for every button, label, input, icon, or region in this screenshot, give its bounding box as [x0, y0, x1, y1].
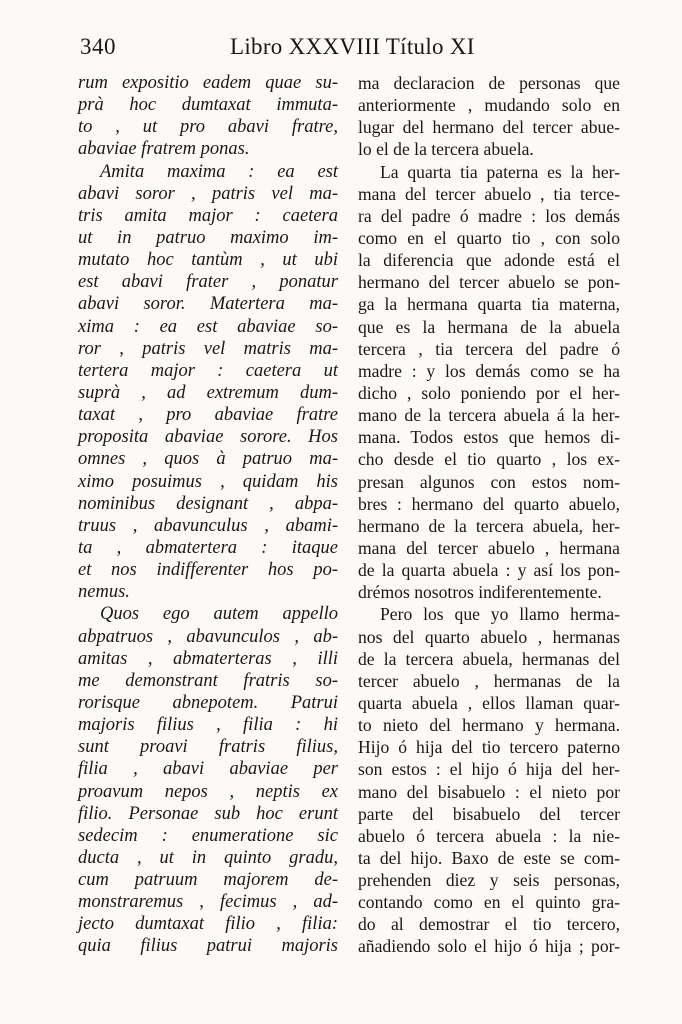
spanish-text-line: lo el de la tercera abuela.: [358, 139, 534, 160]
spanish-text-line: anteriormente , mudando solo en: [358, 95, 620, 116]
latin-text-line: ror , patris vel matris ma-: [78, 338, 338, 359]
latin-text-line: tertera major : caetera ut: [78, 360, 338, 381]
latin-text-line: quia filius patrui majoris: [78, 936, 338, 957]
spanish-text-line: de la quarta abuela : y así los pon-: [358, 560, 620, 581]
spanish-text-column: [358, 72, 620, 958]
spanish-text-line: como en el quarto tio , con solo: [358, 227, 620, 248]
spanish-text-line: mana. Todos estos que hemos di-: [358, 427, 620, 448]
latin-text-line: ta , abmatertera : itaque: [78, 537, 338, 558]
spanish-text-line: son estos : el hijo ó hija del her-: [358, 759, 620, 780]
page-number: 340: [80, 34, 116, 59]
page-header: [80, 34, 622, 66]
latin-text-line: omnes , quos à patruo ma-: [78, 449, 338, 470]
spanish-text-line: ma declaracion de personas que: [358, 73, 620, 93]
spanish-text-line: prehenden diez y seis personas,: [358, 870, 620, 891]
latin-text-line: filio. Personae sub hoc erunt: [78, 803, 338, 824]
latin-text-line: Amita maxima : ea est: [100, 161, 338, 182]
latin-text-line: rum expositio eadem quae su-: [78, 73, 338, 93]
latin-text-line: sunt proavi fratris filius,: [78, 737, 338, 758]
spanish-text-line: abuelo ó tercera abuela : la nie-: [358, 825, 620, 846]
latin-text-line: abavi soror. Matertera ma-: [78, 294, 338, 315]
spanish-text-line: Hijo ó hija del tio tercero paterno: [358, 737, 620, 758]
latin-text-line: xima : ea est abaviae so-: [78, 316, 338, 337]
latin-text-line: abavi soror , patris vel ma-: [78, 183, 338, 204]
spanish-text-line: nos del quarto abuelo , hermanas: [358, 626, 620, 647]
spanish-text-line: mano del bisabuelo : el nieto por: [358, 781, 620, 802]
spanish-text-line: hermano del tercer abuelo se pon-: [358, 272, 620, 293]
latin-text-line: cum patruum majorem de-: [78, 870, 338, 891]
spanish-text-line: to nieto del hermano y hermana.: [358, 715, 620, 736]
spanish-text-line: de la tercera abuela, hermanas del: [358, 648, 620, 669]
latin-text-line: abpatruos , abavunculos , ab-: [78, 626, 338, 647]
latin-text-line: truus , abavunculus , abami-: [78, 515, 338, 536]
latin-text-line: abaviae fratrem ponas.: [78, 139, 250, 160]
latin-text-line: monstraremus , fecimus , ad-: [78, 892, 338, 913]
spanish-text-line: tercer abuelo , hermanas de la: [358, 670, 620, 691]
spanish-text-line: mana del tercer abuelo , tia terce-: [358, 183, 620, 204]
spanish-text-line: ga la hermana quarta tia materna,: [358, 294, 620, 315]
latin-text-line: nemus.: [78, 582, 130, 603]
latin-text-line: et nos indifferenter hos po-: [78, 560, 338, 581]
latin-text-line: amitas , abmaterteras , illi: [78, 648, 338, 669]
spanish-text-line: lugar del hermano del tercer abue-: [358, 117, 620, 138]
latin-text-line: suprà , ad extremum dum-: [78, 382, 338, 403]
spanish-text-line: La quarta tia paterna es la her-: [380, 161, 620, 182]
spanish-text-line: tercera , tia tercera del padre ó: [358, 338, 620, 359]
latin-text-line: taxat , pro abaviae fratre: [78, 405, 338, 426]
latin-text-line: ducta , ut in quinto gradu,: [78, 847, 338, 868]
spanish-text-line: contando como en el quinto gra-: [358, 892, 620, 913]
latin-text-line: tris amita major : caetera: [78, 205, 338, 226]
latin-text-line: ut in patruo maximo im-: [78, 227, 338, 248]
latin-text-line: jecto dumtaxat filio , filia:: [78, 914, 338, 935]
spanish-text-line: quarta abuela , ellos llaman quar-: [358, 692, 620, 713]
spanish-text-line: ta del hijo. Baxo de este se com-: [358, 847, 620, 868]
latin-text-line: proavum nepos , neptis ex: [78, 781, 338, 802]
spanish-text-line: cho desde el tio quarto , los ex-: [358, 449, 620, 470]
spanish-text-line: bres : hermano del quarto abuelo,: [358, 493, 620, 514]
latin-text-line: majoris filius , filia : hi: [78, 715, 338, 736]
latin-text-line: filia , abavi abaviae per: [78, 759, 338, 780]
latin-text-line: sedecim : enumeratione sic: [78, 825, 338, 846]
latin-text-column: [78, 72, 338, 958]
spanish-text-line: presan algunos con estos nom-: [358, 471, 620, 492]
latin-text-line: prà hoc dumtaxat immuta-: [78, 95, 338, 116]
latin-text-line: to , ut pro abavi fratre,: [78, 117, 338, 138]
spanish-text-line: mana del tercer abuelo , hermana: [358, 537, 620, 558]
latin-text-line: Quos ego autem appello: [100, 604, 338, 625]
running-head: Libro XXXVIII Título XI: [230, 34, 475, 59]
latin-text-line: mutato hoc tantùm , ut ubi: [78, 250, 338, 271]
latin-text-line: est abavi frater , ponatur: [78, 272, 338, 293]
spanish-text-line: hermano de la tercera abuela, her-: [358, 515, 620, 536]
spanish-text-line: añadiendo solo el hijo ó hija ; por-: [358, 936, 620, 957]
spanish-text-line: parte del bisabuelo del tercer: [358, 803, 620, 824]
spanish-text-line: ra del padre ó madre : los demás: [358, 205, 620, 226]
latin-text-line: nominibus designant , abpa-: [78, 493, 338, 514]
spanish-text-line: la diferencia que adonde está el: [358, 250, 620, 271]
spanish-text-line: Pero los que yo llamo herma-: [380, 604, 620, 625]
spanish-text-line: mano de la tercera abuela á la her-: [358, 405, 620, 426]
latin-text-line: rorisque abnepotem. Patrui: [78, 692, 338, 713]
spanish-text-line: dicho , solo poniendo por el her-: [358, 382, 620, 403]
spanish-text-line: do al demostrar el tio tercero,: [358, 914, 620, 935]
latin-text-line: ximo posuimus , quidam his: [78, 471, 338, 492]
spanish-text-line: que es la hermana de la abuela: [358, 316, 620, 337]
spanish-text-line: drémos nosotros indiferentemente.: [358, 582, 602, 603]
latin-text-line: me demonstrant fratris so-: [78, 670, 338, 691]
latin-text-line: proposita abaviae sorore. Hos: [78, 427, 338, 448]
spanish-text-line: madre : y los demás como se ha: [358, 360, 620, 381]
